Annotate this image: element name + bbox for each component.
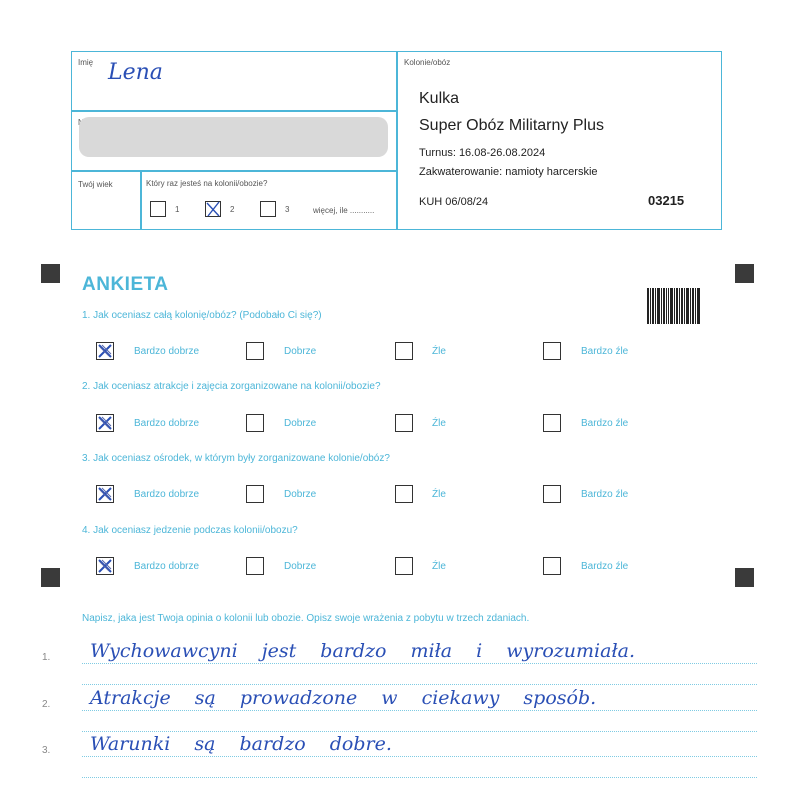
q4-box-zle[interactable] xyxy=(395,557,413,575)
answer-line-2a xyxy=(82,710,757,711)
age-divider xyxy=(140,170,142,230)
times-label: Który raz jesteś na kolonii/obozie? xyxy=(146,179,268,188)
q2-option-dobrze: Dobrze xyxy=(284,418,317,429)
q3-box-bardzo-zle[interactable] xyxy=(543,485,561,503)
q2-box-zle[interactable] xyxy=(395,414,413,432)
q1-check-mark xyxy=(96,342,114,360)
opinion-answer-1[interactable]: Wychowawcyni jest bardzo miła i wyrozumiała. xyxy=(90,640,635,662)
q2-box-dobrze[interactable] xyxy=(246,414,264,432)
q1-option-dobrze: Dobrze xyxy=(284,346,317,357)
accommodation: Zakwaterowanie: namioty harcerskie xyxy=(419,166,598,178)
camp-code: KUH 06/08/24 xyxy=(419,196,489,208)
opinion-prompt: Napisz, jaka jest Twoja opinia o kolonii lub obozie. Opisz swoje wrażenia z pobytu w trzech zdaniach. xyxy=(82,613,530,624)
name-value[interactable]: Lena xyxy=(108,60,163,85)
opinion-number-3: 3. xyxy=(42,745,51,756)
opinion-answer-2[interactable]: Atrakcje są prowadzone w ciekawy sposób. xyxy=(90,687,597,709)
q3-option-bardzo-zle: Bardzo źle xyxy=(581,489,629,500)
q4-option-bardzo-dobrze: Bardzo dobrze xyxy=(134,561,200,572)
q4-box-dobrze[interactable] xyxy=(246,557,264,575)
q2-option-zle: Źle xyxy=(432,418,446,429)
q2-check-mark xyxy=(96,414,114,432)
turnus: Turnus: 16.08-26.08.2024 xyxy=(419,147,546,159)
answer-line-2b xyxy=(82,731,757,732)
name-label: Imię xyxy=(78,58,94,67)
camp-name: Kulka xyxy=(419,90,460,107)
question-3: 3. Jak oceniasz ośrodek, w którym były zorganizowane kolonie/obóz? xyxy=(82,453,390,464)
question-4: 4. Jak oceniasz jedzenie podczas kolonii/obozu? xyxy=(82,525,298,536)
q2-option-bardzo-dobrze: Bardzo dobrze xyxy=(134,418,200,429)
header-vertical-divider xyxy=(396,51,398,230)
q3-box-zle[interactable] xyxy=(395,485,413,503)
q1-box-dobrze[interactable] xyxy=(246,342,264,360)
times-checkbox-1[interactable] xyxy=(150,201,166,217)
q4-box-bardzo-zle[interactable] xyxy=(543,557,561,575)
q3-box-dobrze[interactable] xyxy=(246,485,264,503)
form-number: 03215 xyxy=(648,193,685,208)
q1-option-bardzo-zle: Bardzo źle xyxy=(581,346,629,357)
q2-box-bardzo-zle[interactable] xyxy=(543,414,561,432)
times-option-2: 2 xyxy=(230,205,235,214)
registration-mark-top-right xyxy=(735,264,754,283)
opinion-answer-3[interactable]: Warunki są bardzo dobre. xyxy=(90,733,392,755)
question-1: 1. Jak oceniasz całą kolonię/obóz? (Podobało Ci się?) xyxy=(82,310,322,321)
q4-option-bardzo-zle: Bardzo źle xyxy=(581,561,629,572)
question-2: 2. Jak oceniasz atrakcje i zajęcia zorganizowane na kolonii/obozie? xyxy=(82,381,381,392)
q4-check-mark xyxy=(96,557,114,575)
times-checkbox-2[interactable] xyxy=(205,201,221,217)
name-row-divider xyxy=(71,110,397,112)
q4-option-zle: Źle xyxy=(432,561,446,572)
answer-line-3a xyxy=(82,756,757,757)
times-option-3: 3 xyxy=(285,205,290,214)
answer-line-3b xyxy=(82,777,757,778)
q1-box-bardzo-zle[interactable] xyxy=(543,342,561,360)
registration-mark-bottom-left xyxy=(41,568,60,587)
survey-title: ANKIETA xyxy=(82,274,169,295)
age-label: Twój wiek xyxy=(78,180,113,189)
times-checkbox-3[interactable] xyxy=(260,201,276,217)
camp-label: Kolonie/obóz xyxy=(404,58,451,67)
times-option-1: 1 xyxy=(175,205,180,214)
q3-option-zle: Źle xyxy=(432,489,446,500)
times-more-label: więcej, ile ........... xyxy=(313,206,375,215)
q3-check-mark xyxy=(96,485,114,503)
registration-mark-bottom-right xyxy=(735,568,754,587)
camp-title: Super Obóz Militarny Plus xyxy=(419,117,604,134)
opinion-number-1: 1. xyxy=(42,652,51,663)
barcode xyxy=(647,288,700,324)
surname-row-divider xyxy=(71,170,397,172)
q1-option-bardzo-dobrze: Bardzo dobrze xyxy=(134,346,200,357)
surname-redaction xyxy=(79,117,388,157)
q3-option-bardzo-dobrze: Bardzo dobrze xyxy=(134,489,200,500)
q4-option-dobrze: Dobrze xyxy=(284,561,317,572)
q1-box-zle[interactable] xyxy=(395,342,413,360)
q1-option-zle: Źle xyxy=(432,346,446,357)
answer-line-1a xyxy=(82,663,757,664)
answer-line-1b xyxy=(82,684,757,685)
times-checkbox-2-mark xyxy=(205,201,221,217)
opinion-number-2: 2. xyxy=(42,699,51,710)
registration-mark-top-left xyxy=(41,264,60,283)
q3-option-dobrze: Dobrze xyxy=(284,489,317,500)
q2-option-bardzo-zle: Bardzo źle xyxy=(581,418,629,429)
